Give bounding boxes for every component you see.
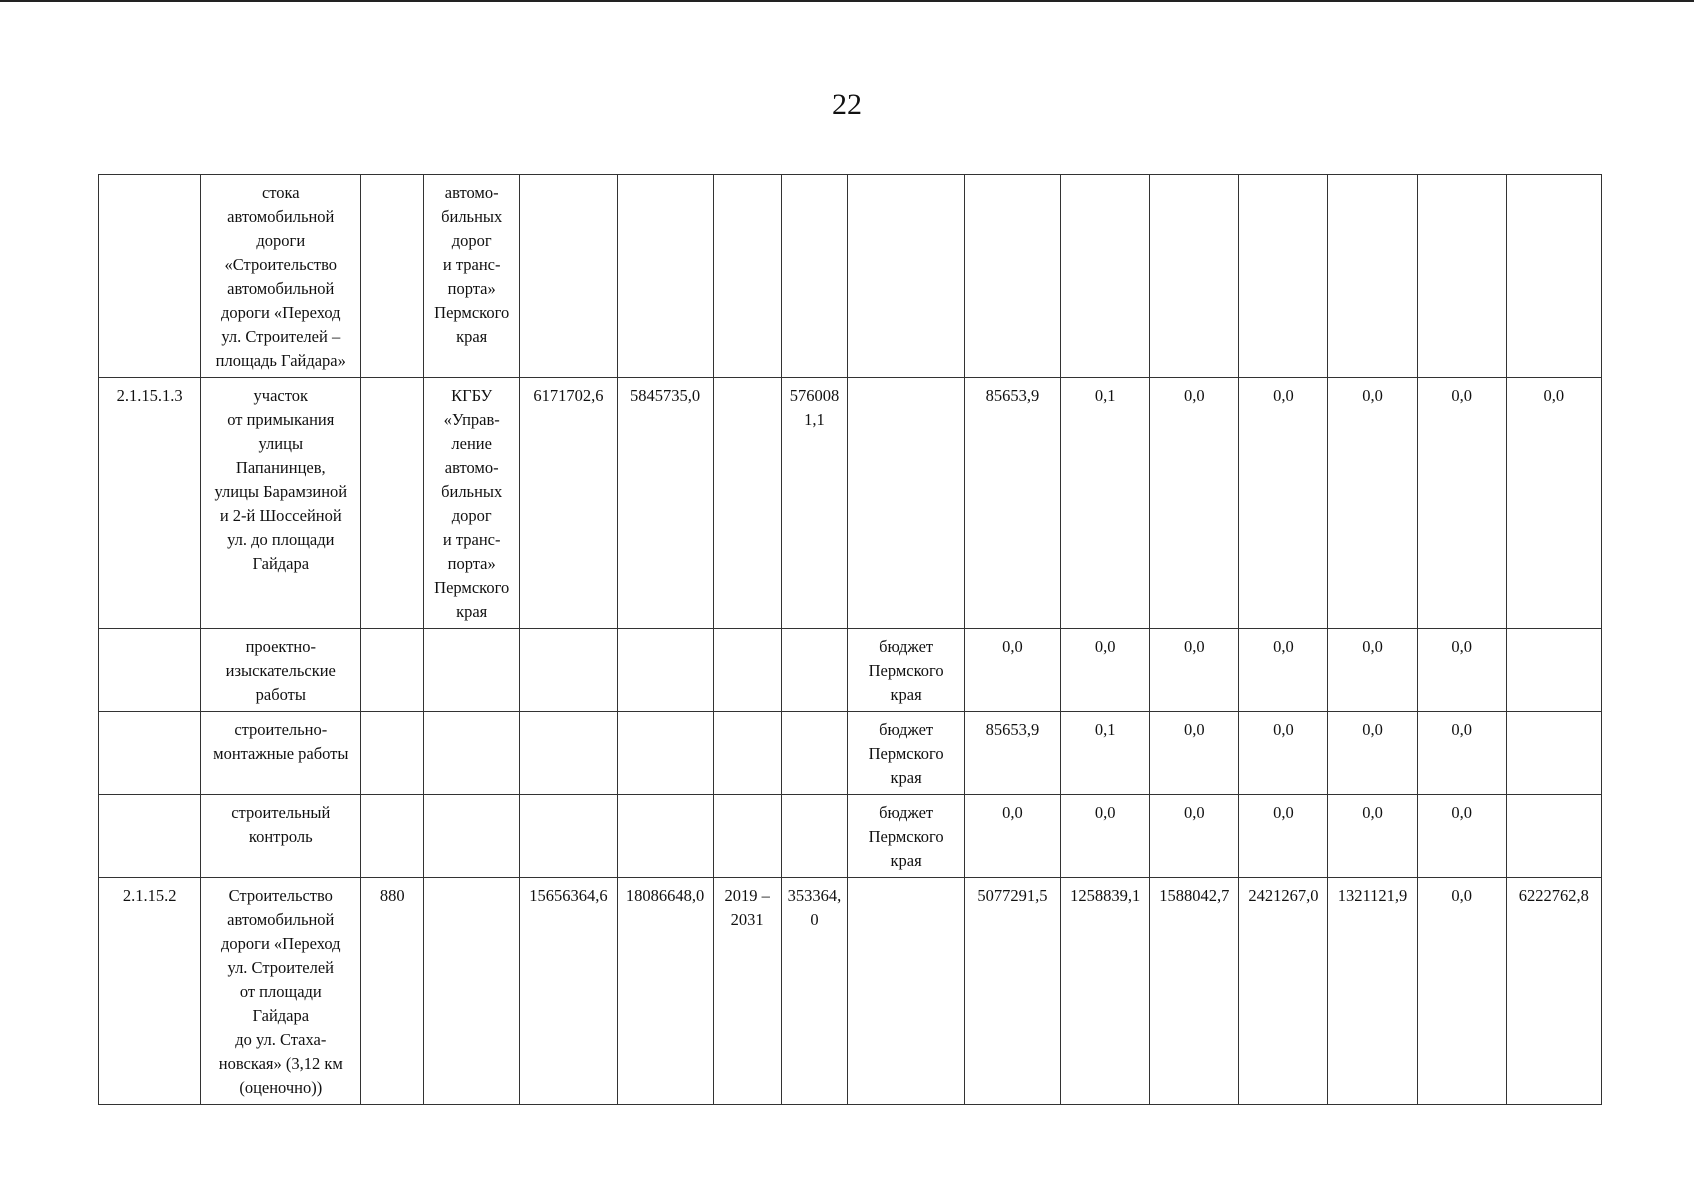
cell-code	[99, 175, 201, 378]
cell-value	[781, 712, 848, 795]
cell-description: строительно- монтажные работы	[201, 712, 361, 795]
cell-value: 576008 1,1	[781, 378, 848, 629]
cell-code	[99, 629, 201, 712]
cell-length	[361, 795, 424, 878]
cell-value	[617, 795, 713, 878]
cell-value: 5077291,5	[964, 878, 1060, 1105]
cell-value	[781, 175, 848, 378]
cell-executor	[424, 629, 520, 712]
cell-period	[713, 629, 781, 712]
cell-description: участок от примыкания улицы Папанинцев, улицы Барамзиной и 2-й Шоссейной ул. до площади Гайдара	[201, 378, 361, 629]
budget-table	[98, 174, 1602, 1105]
cell-description: стока автомобильной дороги «Строительство автомобильной дороги «Переход ул. Строителей – площадь Гайдара»	[201, 175, 361, 378]
cell-description: строительный контроль	[201, 795, 361, 878]
cell-value	[1506, 629, 1601, 712]
cell-length	[361, 629, 424, 712]
table-row	[99, 712, 1602, 795]
cell-value: 85653,9	[964, 712, 1060, 795]
cell-value: 5845735,0	[617, 378, 713, 629]
cell-value: 1258839,1	[1061, 878, 1150, 1105]
cell-value: 0,0	[1061, 629, 1150, 712]
cell-value: 0,0	[1239, 795, 1328, 878]
cell-value: 0,0	[1150, 378, 1239, 629]
cell-value: 0,0	[1506, 378, 1601, 629]
cell-value: 2421267,0	[1239, 878, 1328, 1105]
cell-source: бюджет Пермского края	[848, 712, 964, 795]
cell-value: 85653,9	[964, 378, 1060, 629]
cell-length	[361, 712, 424, 795]
cell-value: 0,0	[1150, 795, 1239, 878]
cell-executor	[424, 712, 520, 795]
cell-source	[848, 378, 964, 629]
cell-source: бюджет Пермского края	[848, 629, 964, 712]
cell-value: 0,0	[1328, 795, 1417, 878]
cell-value	[617, 175, 713, 378]
cell-value	[964, 175, 1060, 378]
cell-value: 353364, 0	[781, 878, 848, 1105]
cell-value: 0,0	[1328, 712, 1417, 795]
cell-value: 0,0	[1150, 712, 1239, 795]
cell-period	[713, 175, 781, 378]
cell-value: 0,0	[964, 795, 1060, 878]
cell-length: 880	[361, 878, 424, 1105]
cell-value: 0,0	[1328, 378, 1417, 629]
cell-code: 2.1.15.2	[99, 878, 201, 1105]
cell-value: 6222762,8	[1506, 878, 1601, 1105]
cell-description: проектно- изыскательские работы	[201, 629, 361, 712]
cell-description: Строительство автомобильной дороги «Переход ул. Строителей от площади Гайдара до ул. Стаха- новская» (3,12 км (оценочно))	[201, 878, 361, 1105]
cell-value	[1328, 175, 1417, 378]
cell-value	[1239, 175, 1328, 378]
page-number: 22	[832, 88, 862, 121]
cell-value	[520, 629, 617, 712]
cell-value: 0,1	[1061, 712, 1150, 795]
cell-value: 15656364,6	[520, 878, 617, 1105]
cell-value: 0,0	[1328, 629, 1417, 712]
cell-executor	[424, 878, 520, 1105]
cell-length	[361, 378, 424, 629]
cell-value: 0,0	[1239, 712, 1328, 795]
cell-value	[520, 795, 617, 878]
cell-value	[781, 795, 848, 878]
table-row	[99, 795, 1602, 878]
cell-value: 0,0	[1239, 629, 1328, 712]
cell-period: 2019 – 2031	[713, 878, 781, 1105]
table-row	[99, 629, 1602, 712]
cell-value: 1588042,7	[1150, 878, 1239, 1105]
cell-executor: КГБУ «Управ- ление автомо- бильных дорог и транс- порта» Пермского края	[424, 378, 520, 629]
cell-value	[520, 175, 617, 378]
cell-source	[848, 878, 964, 1105]
cell-period	[713, 712, 781, 795]
cell-value	[1506, 175, 1601, 378]
cell-value: 0,0	[1239, 378, 1328, 629]
cell-value: 0,0	[1417, 629, 1506, 712]
cell-value: 0,0	[1417, 878, 1506, 1105]
cell-value: 0,0	[964, 629, 1060, 712]
cell-value: 1321121,9	[1328, 878, 1417, 1105]
cell-value	[617, 629, 713, 712]
cell-value: 6171702,6	[520, 378, 617, 629]
cell-executor: автомо- бильных дорог и транс- порта» Пермского края	[424, 175, 520, 378]
table-row	[99, 878, 1602, 1105]
cell-value: 0,0	[1061, 795, 1150, 878]
cell-value	[1506, 712, 1601, 795]
cell-value	[781, 629, 848, 712]
table-row	[99, 175, 1602, 378]
cell-value: 0,0	[1417, 712, 1506, 795]
cell-source	[848, 175, 964, 378]
cell-value	[520, 712, 617, 795]
cell-code	[99, 712, 201, 795]
cell-period	[713, 378, 781, 629]
cell-value: 0,0	[1417, 378, 1506, 629]
cell-source: бюджет Пермского края	[848, 795, 964, 878]
cell-value	[1417, 175, 1506, 378]
page-top-edge	[0, 0, 1694, 2]
cell-value	[1061, 175, 1150, 378]
cell-value: 0,0	[1150, 629, 1239, 712]
cell-code: 2.1.15.1.3	[99, 378, 201, 629]
cell-period	[713, 795, 781, 878]
cell-value: 0,0	[1417, 795, 1506, 878]
cell-value: 18086648,0	[617, 878, 713, 1105]
table-row	[99, 378, 1602, 629]
cell-value: 0,1	[1061, 378, 1150, 629]
cell-value	[617, 712, 713, 795]
cell-executor	[424, 795, 520, 878]
cell-code	[99, 795, 201, 878]
cell-value	[1506, 795, 1601, 878]
cell-length	[361, 175, 424, 378]
cell-value	[1150, 175, 1239, 378]
